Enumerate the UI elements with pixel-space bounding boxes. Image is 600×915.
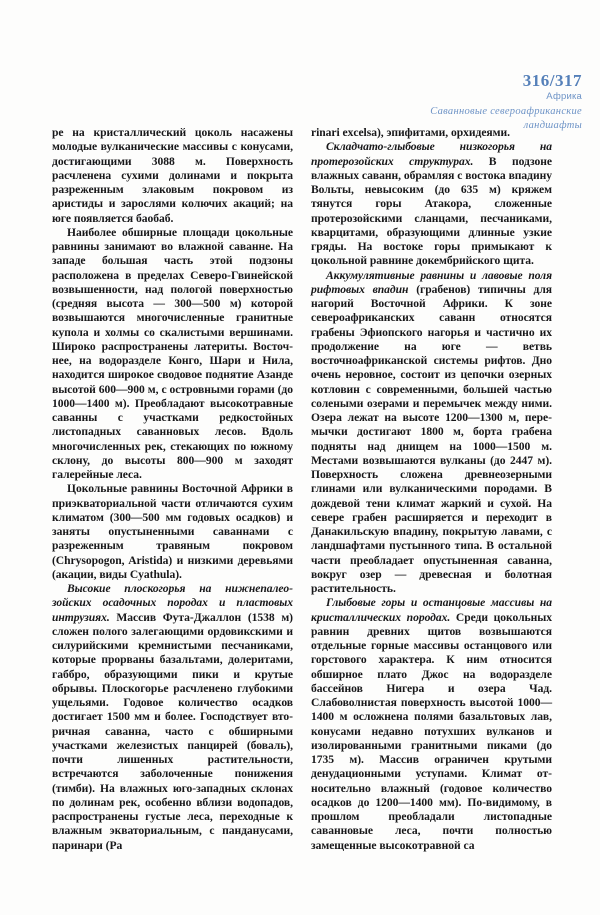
- paragraph-text: Наиболее обширные площади цокольные равнины занимают во влажной саванне. На западе большая часть этой подзоны расположена в пределах Северо-Гвинейской возвышенности, над пологой поверхностью (средняя высота — 300—500 м) которой возвышаются многочисленные гранитные купола и холмы со скалистыми вершинами. Широко распространены латериты. Восточнее, на водоразделе Конго, Шари и Нила, находится широкое сводовое поднятие Азанде высотой 600—900 м, с островными горами (до 1000—1400 м). Преобладают высокотравные саванны с участками редкостойных листопадных саванновых лесов. Вдоль многочисленных рек, стекающих по южному склону, до высоты 800—900 м заходят галерейные леса.: [52, 225, 293, 481]
- landscape-type-term: Складчато-глыбовые низкогорья на протерозойских структурах.: [311, 140, 552, 168]
- paragraph-text: В подзоне влажных саванн, обрамляя с востока впадину Вольты, невысоким (до 635 м) кряжем тянутся горы Атакора, сложенные протерозойскими сланцами, песчаниками, кварцитами, образующими длинные узкие гряды. На востоке горы примыкают к цокольной равнине докембрийского щита.: [311, 154, 552, 268]
- landscape-type-term: Высокие плоскогорья на нижнепалеозойских осадочных породах и пластовых интрузиях.: [52, 582, 293, 624]
- text-column-left: [52, 126, 293, 896]
- paragraph-text: ре на кристаллический цоколь насажены молодые вулканические массивы с конусами, достигающими 3088 м. Поверхность расчленена сухими долинами и покрыта разреженным злаковым покровом из аристиды и зарослями колючих акаций; на юге появляется баобаб.: [52, 126, 293, 225]
- paragraph-text: (грабенов) типичны для нагорий Восточной Африки. К зоне североафриканских саванн относятся грабены Эфиопского нагорья и частично их продолжение на юге — ветвь восточноафриканской системы рифтов. Дно очень неровное, состоит из цепочки озерных котловин с современными, большей частью солеными озерами и перемычек между ними. Озера лежат на высоте 1200—1300 м, перемычки достигают 1800 м, борта грабена подняты над днищем на 1000—1500 м. Местами возвышаются вулканы (до 2447 м). Поверхность сложена древнеозерными глинами или вулканическими породами. В дождевой тени климат жаркий и сухой. На севере грабен расширяется и переходит в Данакильскую впадину, покрытую лавами, с ландшафтами пустынного типа. В остальной части преобладает опустыненная саванна, вокруг озер — древесная и болотная растительность.: [311, 282, 553, 595]
- text-column-right: [311, 126, 552, 896]
- running-head: [322, 72, 582, 132]
- landscape-type-term: Аккумулятивные равнины и лавовые поля рифтовых впадин: [311, 268, 552, 296]
- paragraph-text: rinari excelsa), эпифитами, орхидеями.: [311, 126, 510, 139]
- paragraph-text: Среди цокольных равнин древних щитов возвышаются отдельные горные массивы останцового или горстового характера. К ним относится обширное плато Джос на водоразделе бассейнов Нигера и озера Чад. Слабоволнистая поверхность высотой 1000—1400 м осложнена полями базальтовых лав, конусами недавно потухших вулканов и изолированными гранитными пиками (до 1735 м). Массив ограничен крутыми денудационными уступами. Климат относительно влажный (годовое количество осадков до 1200—1400 мм). По-видимому, в прошлом преобладали листопадные саванновые леса, почти полностью замещенные высокотравной са: [311, 610, 553, 852]
- paragraph: [311, 140, 552, 268]
- paragraph: [52, 226, 293, 483]
- paragraph: [52, 582, 293, 853]
- paragraph: [52, 482, 293, 582]
- paragraph: [311, 596, 552, 853]
- body-columns: [52, 126, 552, 896]
- paragraph: [52, 126, 293, 226]
- running-head-region: Африка: [546, 90, 582, 102]
- running-head-subtitle-line2: ландшафты: [523, 119, 582, 131]
- paragraph-text: Цокольные равнины Восточной Африки в приэкваториальной части отличаются сухим климатом (300—500 мм годовых осадков) и заняты опустыненными саваннами с разреженным травяным покровом (Chrysopogon, Aristida) и низкими деревьями (акации, виды Cyathula).: [52, 482, 293, 581]
- paragraph: [311, 269, 552, 597]
- paragraph-text: Массив Фута-Джаллон (1538 м) сложен полого залегающими ордовикскими и силурийскими кремнистыми песчаниками, которые прорваны базальтами, долеритами, габбро, образующими пики и крутые обрывы. Плоскогорье расчленено глубокими ущельями. Годовое количество осадков достигает 1500 мм и более. Господствует вторичная саванна, часто с обширными участками железистых панцирей (боваль), почти лишенных растительности, встречаются заболоченные понижения (тимби). На влажных юго-западных склонах по долинам рек, особенно вблизи водопадов, распространены густые леса, переходные к влажным экваториальным, с панданусами, паринари (Ра: [52, 610, 293, 852]
- landscape-type-term: Глыбовые горы и останцовые массивы на кристаллических породах.: [311, 596, 552, 624]
- paragraph: [311, 126, 552, 140]
- running-head-subtitle-line1: Саванновые североафриканские: [430, 105, 582, 117]
- page-number: 316/317: [522, 71, 582, 90]
